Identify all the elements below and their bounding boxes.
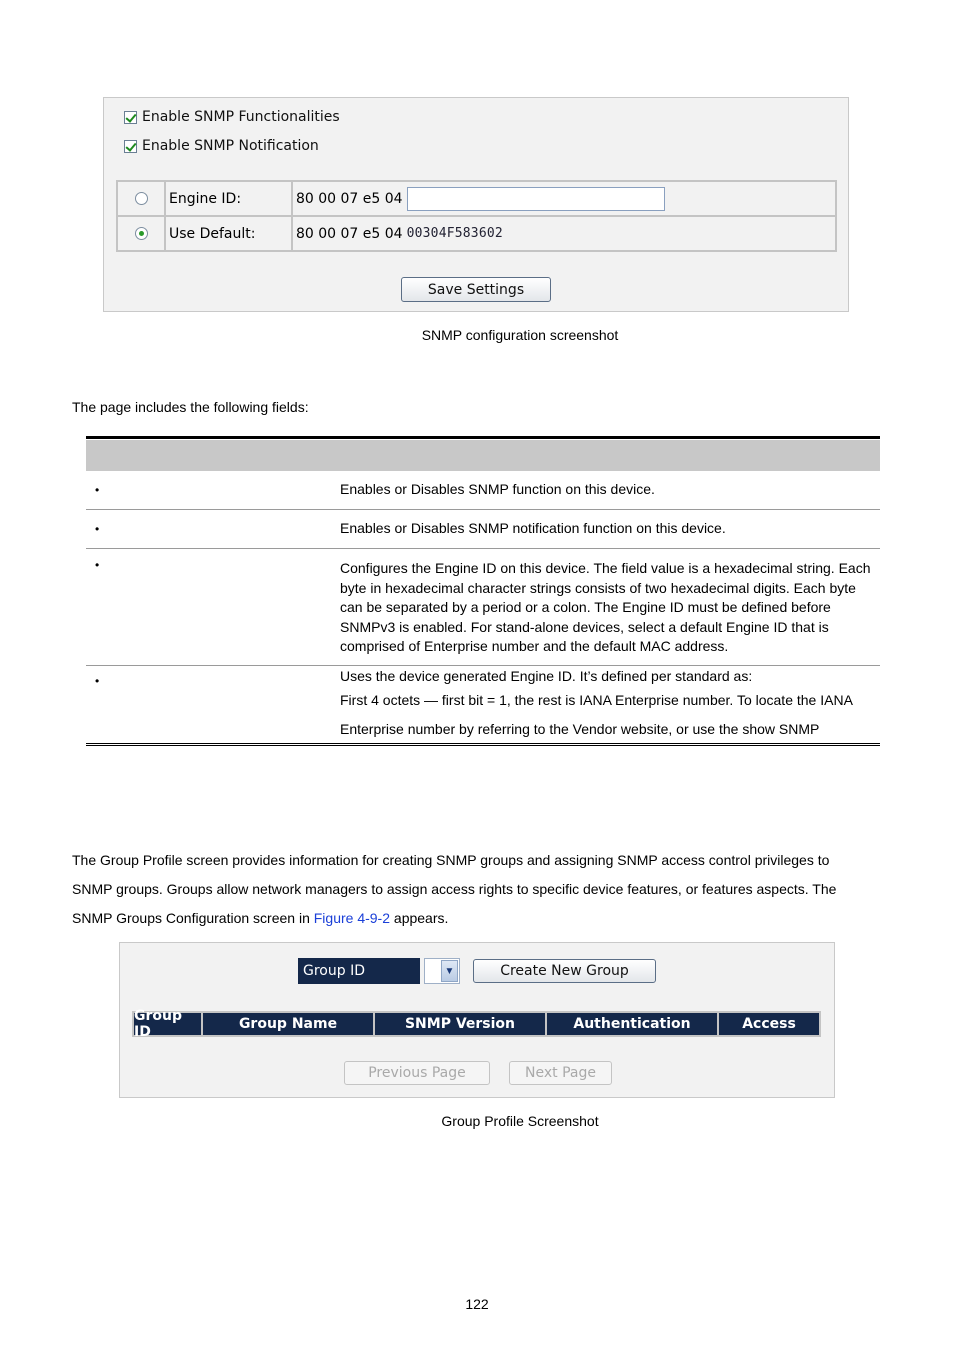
row-bullet: • — [95, 522, 100, 536]
paragraph-text: appears. — [390, 910, 449, 926]
row-bullet: • — [95, 674, 100, 688]
use-default-row — [118, 215, 835, 250]
row-description: Enables or Disables SNMP notification function on this device. — [340, 520, 726, 536]
fields-intro: The page includes the following fields: — [72, 399, 309, 415]
paragraph-text: SNMP Groups Configuration screen in — [72, 910, 314, 926]
table-header — [86, 439, 880, 471]
row-description-line: Uses the device generated Engine ID. It’s defined per standard as: — [340, 668, 753, 684]
enable-snmp-notification-checkbox[interactable] — [124, 140, 137, 153]
paragraph-line — [72, 904, 872, 933]
table-row — [86, 666, 880, 743]
engine-id-radio-cell — [118, 182, 166, 215]
engine-id-value-cell — [293, 182, 835, 215]
figure-link[interactable]: Figure 4-9-2 — [313, 910, 391, 926]
table-bottom-rule — [86, 743, 880, 746]
column-header: SNMP Version — [375, 1013, 547, 1035]
enable-snmp-notification-label: Enable SNMP Notification — [142, 138, 319, 154]
column-header: Authentication — [547, 1013, 719, 1035]
group-id-label: Group ID — [298, 958, 420, 984]
engine-id-label: Engine ID: — [166, 182, 293, 215]
row-description-line: Enterprise number by referring to the Vendor website, or use the show SNMP — [340, 721, 820, 737]
column-header: Access — [742, 1016, 796, 1032]
next-page-button[interactable]: Next Page — [509, 1061, 612, 1085]
row-bullet: • — [95, 483, 100, 497]
table-row — [86, 549, 880, 666]
column-header: Group ID — [134, 1013, 203, 1035]
engine-id-input[interactable] — [407, 187, 665, 211]
use-default-value-cell — [293, 217, 835, 250]
enable-snmp-functionalities-label: Enable SNMP Functionalities — [142, 109, 340, 125]
group-table-header — [132, 1008, 821, 1040]
engine-id-table — [116, 180, 837, 252]
fields-table — [86, 436, 880, 746]
enable-snmp-functionalities-checkbox[interactable] — [124, 111, 137, 124]
engine-id-radio[interactable] — [135, 192, 148, 205]
table-row — [86, 510, 880, 549]
chevron-down-icon[interactable]: ▼ — [441, 960, 458, 982]
table-row — [86, 471, 880, 510]
paragraph-line: SNMP groups. Groups allow network managers to assign access rights to specific device features, or features aspects. The — [72, 881, 837, 897]
paragraph-line: The Group Profile screen provides information for creating SNMP groups and assigning SNMP access control privileges to — [72, 852, 830, 868]
enable-snmp-notification-row[interactable] — [124, 138, 319, 154]
engine-id-prefix: 80 00 07 e5 04 — [296, 190, 403, 207]
group-profile-paragraph — [72, 846, 872, 933]
use-default-label: Use Default: — [166, 217, 293, 250]
row-description: Enables or Disables SNMP function on this device. — [340, 481, 655, 497]
use-default-mac: 00304F583602 — [406, 226, 503, 241]
figure-caption-group: Group Profile Screenshot — [441, 1113, 599, 1129]
use-default-prefix: 80 00 07 e5 04 — [296, 225, 403, 242]
enable-snmp-functionalities-row[interactable] — [124, 109, 340, 125]
previous-page-button[interactable]: Previous Page — [344, 1061, 490, 1085]
figure-caption-snmp: SNMP configuration screenshot — [421, 327, 619, 343]
row-description-line: First 4 octets — first bit = 1, the rest is IANA Enterprise number. To locate the IANA — [340, 692, 853, 708]
engine-id-row — [118, 182, 835, 215]
row-description: Configures the Engine ID on this device. The field value is a hexadecimal string. Each byte in hexadecimal character strings consists of two hexadecimal digits. Each byte can be separated by a period or a colon. The Engine ID must be defined before SNMPv3 is enabled. For stand-alone devices, select a default Engine ID that is comprised of Enterprise number and the default MAC address. — [340, 560, 871, 654]
page-number: 122 — [465, 1296, 489, 1312]
snmp-config-panel — [103, 97, 849, 312]
group-id-select[interactable] — [424, 958, 460, 984]
row-bullet: • — [95, 558, 100, 572]
column-header: Group Name — [203, 1013, 375, 1035]
save-settings-button[interactable]: Save Settings — [401, 277, 551, 302]
create-new-group-button[interactable]: Create New Group — [473, 959, 656, 983]
group-profile-panel — [119, 942, 835, 1098]
use-default-radio-cell — [118, 217, 166, 250]
use-default-radio[interactable] — [135, 227, 148, 240]
